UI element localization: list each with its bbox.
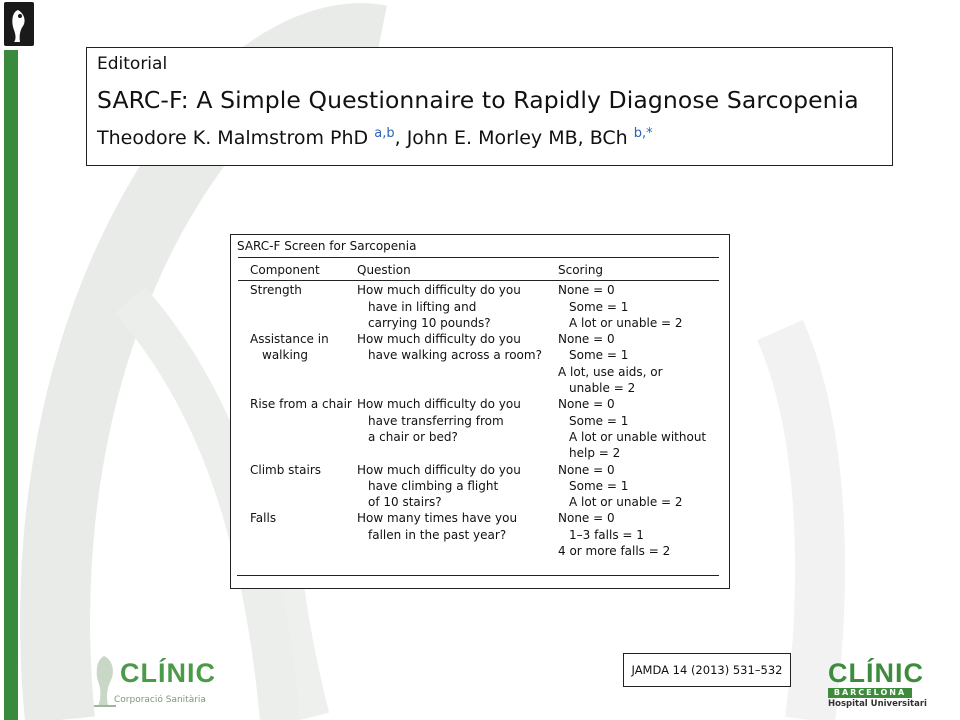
table-body xyxy=(237,281,719,559)
hospital-logo-icon xyxy=(4,2,34,46)
scoring-cell: unable = 2 xyxy=(569,381,636,396)
sarcf-table xyxy=(230,234,730,589)
table-row xyxy=(237,510,719,526)
question-cell: How much difficulty do you xyxy=(357,397,521,412)
scoring-cell: Some = 1 xyxy=(569,299,629,314)
left-logo-word: CLÍNIC xyxy=(120,658,216,688)
scoring-cell: A lot, use aids, or xyxy=(558,364,663,379)
scoring-cell: None = 0 xyxy=(558,511,615,526)
component-cell: Climb stairs xyxy=(250,462,321,477)
author-separator: , xyxy=(394,127,407,149)
table-caption: SARC-F Screen for Sarcopenia xyxy=(237,239,417,253)
author-2-affiliation[interactable]: b,* xyxy=(633,126,653,141)
header-component: Component xyxy=(250,263,320,277)
component-cell: Rise from a chair xyxy=(250,397,352,412)
scoring-cell: None = 0 xyxy=(558,397,615,412)
table-row xyxy=(237,364,719,380)
question-cell: How much difficulty do you xyxy=(357,283,521,298)
article-title: SARC-F: A Simple Questionnaire to Rapidly Diagnose Sarcopenia xyxy=(97,86,859,114)
scoring-cell: None = 0 xyxy=(558,332,615,347)
clinic-barcelona-logo xyxy=(828,658,927,716)
author-2: John E. Morley MB, BCh xyxy=(406,127,628,149)
scoring-cell: Some = 1 xyxy=(569,478,629,493)
component-cell: Falls xyxy=(250,511,277,526)
table-row xyxy=(237,413,719,429)
question-cell: a chair or bed? xyxy=(368,429,458,444)
table-row xyxy=(237,282,719,298)
component-cell: Assistance in xyxy=(250,332,329,347)
right-logo-word: CLÍNIC xyxy=(828,658,924,688)
article-header xyxy=(86,47,893,166)
question-cell: How much difficulty do you xyxy=(357,332,521,347)
question-cell: How much difficulty do you xyxy=(357,462,521,477)
table-row xyxy=(237,543,719,559)
scoring-cell: None = 0 xyxy=(558,462,615,477)
scoring-cell: None = 0 xyxy=(558,283,615,298)
question-cell: fallen in the past year? xyxy=(368,527,507,542)
right-logo-band: BARCELONA xyxy=(828,688,912,698)
table-row xyxy=(237,445,719,461)
table-row xyxy=(237,331,719,347)
header-question: Question xyxy=(357,263,411,277)
author-line xyxy=(97,126,882,149)
scoring-cell: help = 2 xyxy=(569,446,621,461)
question-cell: have in lifting and xyxy=(368,299,477,314)
section-label: Editorial xyxy=(97,54,168,74)
scoring-cell: A lot or unable = 2 xyxy=(569,495,683,510)
question-cell: have climbing a flight xyxy=(368,478,499,493)
scoring-cell: 4 or more falls = 2 xyxy=(558,544,671,559)
table-row xyxy=(237,462,719,478)
brand-strip xyxy=(4,50,18,720)
table-row xyxy=(237,299,719,315)
table-row xyxy=(237,494,719,510)
table-row xyxy=(237,315,719,331)
table-header-row xyxy=(237,258,719,280)
table-row xyxy=(237,396,719,412)
question-cell: have walking across a room? xyxy=(368,348,542,363)
question-cell: of 10 stairs? xyxy=(368,495,442,510)
component-cell: walking xyxy=(262,348,309,363)
table-bottom-rule xyxy=(237,575,719,576)
author-1: Theodore K. Malmstrom PhD xyxy=(97,127,369,149)
component-cell: Strength xyxy=(250,283,302,298)
right-logo-sub: Hospital Universitari xyxy=(828,699,927,709)
table-row xyxy=(237,429,719,445)
clinic-corporacio-logo xyxy=(92,648,216,712)
scoring-cell: A lot or unable without xyxy=(569,429,707,444)
header-scoring: Scoring xyxy=(558,263,604,277)
question-cell: have transferring from xyxy=(368,413,504,428)
scoring-cell: Some = 1 xyxy=(569,348,629,363)
question-cell: carrying 10 pounds? xyxy=(368,315,491,330)
scoring-cell: 1–3 falls = 1 xyxy=(569,527,644,542)
table-row xyxy=(237,347,719,363)
journal-citation: JAMDA 14 (2013) 531–532 xyxy=(623,653,791,687)
author-1-affiliation[interactable]: a,b xyxy=(374,126,395,141)
table-row xyxy=(237,478,719,494)
table-row xyxy=(237,527,719,543)
table-row xyxy=(237,380,719,396)
left-logo-sub: Corporació Sanitària xyxy=(114,695,206,705)
scoring-cell: A lot or unable = 2 xyxy=(569,315,683,330)
scoring-cell: Some = 1 xyxy=(569,413,629,428)
question-cell: How many times have you xyxy=(357,511,518,526)
